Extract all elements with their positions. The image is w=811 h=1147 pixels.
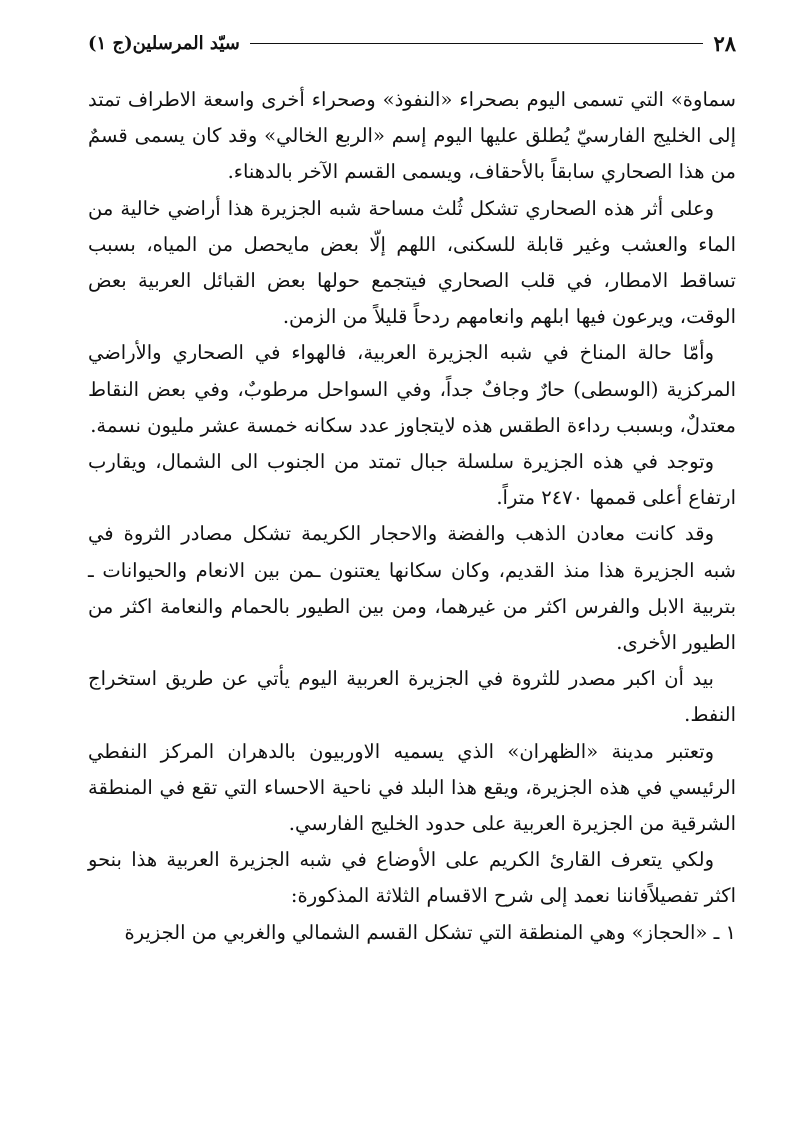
page-number: ٢٨ [713,30,736,56]
running-title: سيّد المرسلين(ج ١) [88,32,240,54]
paragraph: وتعتبر مدينة «الظهران» الذي يسميه الاوربيون بالدهران المركز النفطي الرئيسي في هذه الجزيرة، ويقع هذا البلد في ناحية الاحساء التي تقع في المنطقة الشرقية من الجزيرة العربية على حدود الخليج الفارسي. [88,739,736,836]
paragraph: وعلى أثر هذه الصحاري تشكل ثُلث مساحة شبه الجزيرة هذا أراضي خالية من الماء والعشب وغير قابلة للسكنى، اللهم إلّا بعض مايحصل من المياه، بسبب تساقط الامطار، في قلب الصحاري فيتجمع حولها بعض القبائل العربية بعض الوقت، ويرعون فيها ابلهم وانعامهم ردحاً قليلاً من الزمن. [88,196,736,329]
paragraph: سماوة» التي تسمى اليوم بصحراء «النفوذ» وصحراء أخرى واسعة الاطراف تمتد إلى الخليج الفارسيّ يُطلق عليها اليوم إسم «الربع الخالي» وقد كان يسمى قسمٌ من هذا الصحاري سابقاً بالأحقاف، ويسمى القسم الآخر بالدهناء. [88,88,736,184]
paragraph: ١ ـ «الحجاز» وهي المنطقة التي تشكل القسم الشمالي والغربي من الجزيرة [124,920,736,944]
header-rule [250,43,704,44]
document-page [88,26,736,1136]
paragraph: بيد أن اكبر مصدر للثروة في الجزيرة العربية اليوم يأتي عن طريق استخراج النفط. [88,667,736,727]
paragraph: وتوجد في هذه الجزيرة سلسلة جبال تمتد من الجنوب الى الشمال، ويقارب ارتفاع أعلى قممها ٢٤٧٠ متراً. [88,450,736,510]
page-header [88,26,736,60]
body-text [88,82,736,951]
paragraph: وقد كانت معادن الذهب والفضة والاحجار الكريمة تشكل مصادر الثروة في شبه الجزيرة هذا منذ القديم، وكان سكانها يعتنون ـمن بين الانعام والحيوانات ـ بتربية الابل والفرس اكثر من غيرهما، ومن بين الطيور بالحمام والنعامة اكثر من الطيور الأخرى. [88,522,736,655]
paragraph: ولكي يتعرف القارئ الكريم على الأوضاع في شبه الجزيرة العربية هذا بنحو اكثر تفصيلاًفاننا نعمد إلى شرح الاقسام الثلاثة المذكورة: [88,848,736,908]
paragraph: وأمّا حالة المناخ في شبه الجزيرة العربية، فالهواء في الصحاري والأراضي المركزية (الوسطى) حارٌ وجافٌ جداً، وفي السواحل مرطوبٌ، وفي بعض النقاط معتدلٌ، وبسبب رداءة الطقس هذه لايتجاوز عدد سكانه خمسة عشر مليون نسمة. [88,341,736,437]
